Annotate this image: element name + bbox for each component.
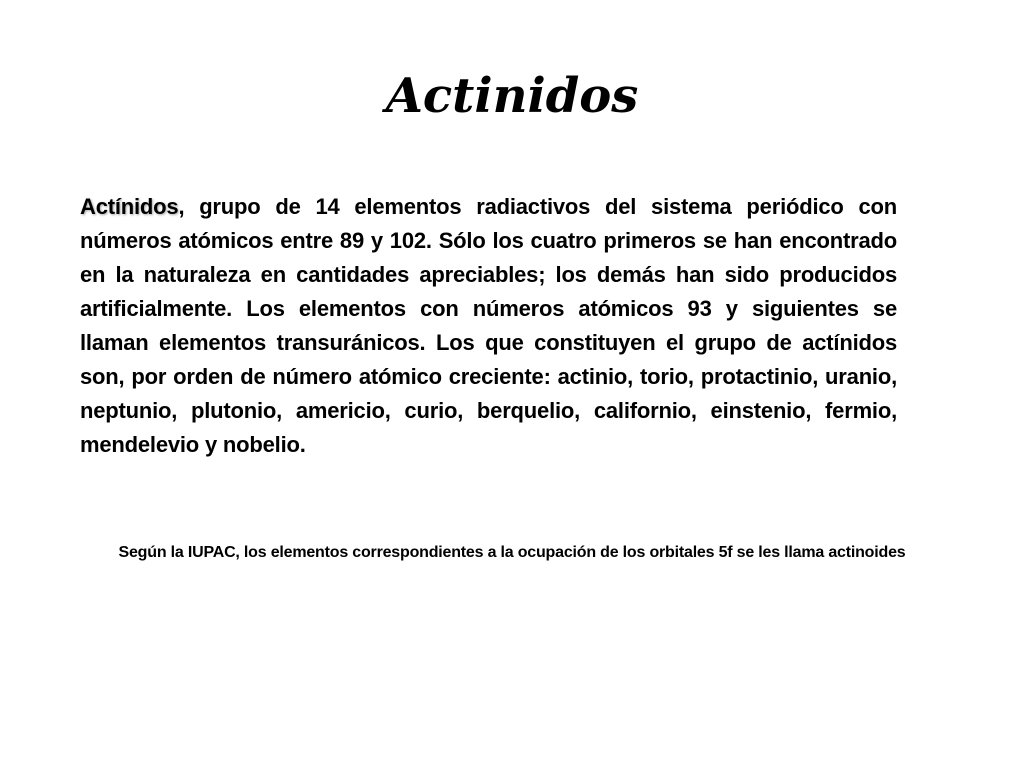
iupac-footnote: Según la IUPAC, los elementos correspondientes a la ocupación de los orbitales 5f se les llama actinoides bbox=[118, 544, 906, 561]
body-paragraph bbox=[80, 190, 897, 462]
lead-term: Actínidos bbox=[80, 194, 179, 219]
slide-title: Actinidos bbox=[385, 68, 639, 124]
body-text: , grupo de 14 elementos radiactivos del sistema periódico con números atómicos entre 89 y 102. Sólo los cuatro primeros se han encontrado en la naturaleza en cantidades apreciables; los demás han sido producidos artificialmente. Los elementos con números atómicos 93 y siguientes se llaman elementos transuránicos. Los que constituyen el grupo de actínidos son, por orden de número atómico creciente: actinio, torio, protactinio, uranio, neptunio, plutonio, americio, curio, berquelio, californio, einstenio, fermio, mendelevio y nobelio. bbox=[80, 194, 897, 457]
